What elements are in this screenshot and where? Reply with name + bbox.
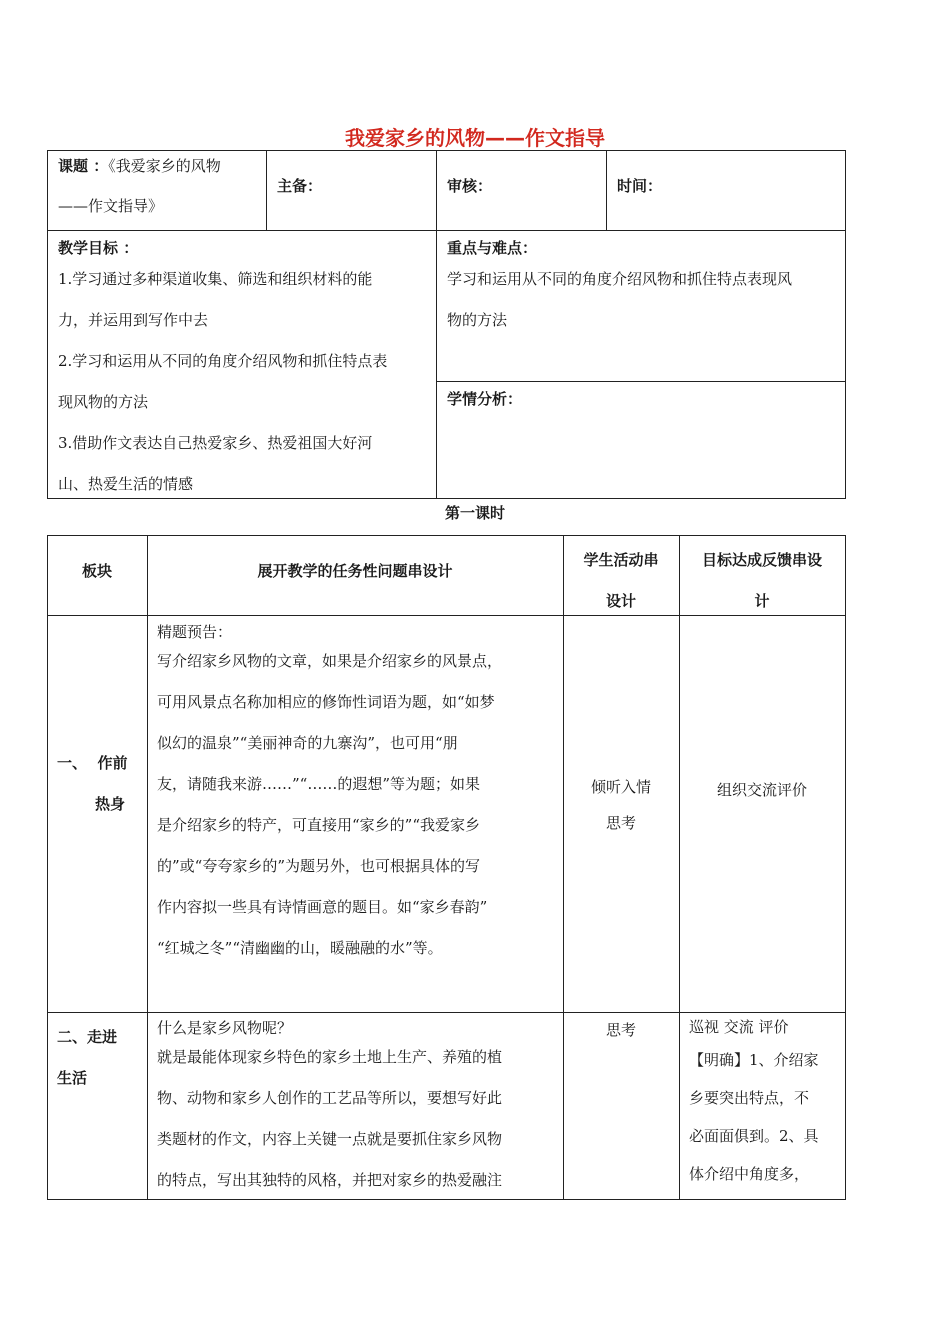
topic-value-line2: ——作文指导》	[58, 197, 164, 215]
key-points-cell	[436, 230, 846, 382]
design-line: 就是最能体现家乡特色的家乡土地上生产、养殖的植	[157, 1048, 503, 1066]
activity-table	[47, 535, 846, 1200]
time-label: 时间：	[617, 177, 663, 195]
design-line: 的”或“夸夸家乡的”为题另外，也可根据具体的写	[157, 857, 481, 875]
design-line: 精题预告：	[157, 623, 233, 641]
header-feedback-line2: 计	[754, 592, 770, 610]
goal-line: 1.学习通过多种渠道收集、筛选和组织材料的能	[58, 270, 373, 288]
design-line: 是介绍家乡的特产，可直接用“家乡的”“我爱家乡	[157, 816, 481, 834]
feedback-line: 体介绍中角度多，	[689, 1165, 810, 1183]
preparer-label: 主备：	[277, 177, 323, 195]
time-cell	[606, 151, 846, 231]
header-student-line1: 学生活动串	[583, 551, 659, 569]
row1-feedback: 组织交流评价	[716, 781, 807, 799]
analysis-cell	[436, 381, 846, 499]
reviewer-label: 审核：	[447, 177, 493, 195]
row1-module	[57, 743, 127, 825]
row1-student-line1: 倾听入情	[590, 778, 651, 796]
design-line: 可用风景点名称加相应的修饰性词语为题，如“如梦	[157, 693, 495, 711]
design-line: 写介绍家乡风物的文章，如果是介绍家乡的风景点，	[157, 652, 503, 670]
header-student-activity	[563, 540, 679, 622]
document-title: 我爱家乡的风物——作文指导	[345, 126, 605, 150]
reviewer-cell	[436, 151, 607, 231]
key-point-line: 学习和运用从不同的角度介绍风物和抓住特点表现风	[447, 270, 793, 288]
feedback-line: 乡要突出特点，不	[689, 1089, 810, 1107]
header-design: 展开教学的任务性问题串设计	[257, 562, 453, 580]
topic-label: 课题 ：	[58, 157, 109, 175]
goal-line: 现风物的方法	[58, 393, 149, 411]
header-feedback	[679, 540, 845, 622]
goals-text	[48, 259, 397, 505]
row2-student-activity: 思考	[605, 1021, 636, 1039]
design-line: 似幻的温泉”“美丽神奇的九寨沟”，也可用“朋	[157, 734, 458, 752]
feedback-line: 巡视 交流 评价	[689, 1018, 789, 1036]
topic-cell	[48, 151, 267, 231]
row2-feedback	[689, 1013, 819, 1193]
header-module: 板块	[81, 562, 112, 580]
goals-label: 教学目标 ：	[58, 239, 139, 257]
key-point-line: 物的方法	[447, 311, 508, 329]
analysis-label: 学情分析：	[447, 390, 523, 408]
preparer-cell	[266, 151, 437, 231]
row1-student-line2: 思考	[605, 814, 636, 832]
design-line: 友，请随我来游……”“……的遐想”等为题；如果	[157, 775, 481, 793]
header-feedback-line1: 目标达成反馈串设	[701, 551, 822, 569]
row2-module	[57, 1017, 117, 1099]
goal-line: 力，并运用到写作中去	[58, 311, 209, 329]
row1-design	[157, 619, 502, 969]
key-points-text	[437, 259, 802, 341]
goal-line: 山、热爱生活的情感	[58, 475, 194, 493]
key-points-label: 重点与难点：	[447, 239, 538, 257]
row2-design	[157, 1015, 502, 1201]
row1-module-line1: 一、 作前	[57, 754, 128, 772]
design-line: 作内容拟一些具有诗情画意的题目。如“家乡春韵”	[157, 898, 488, 916]
lesson-info-table	[47, 150, 846, 499]
design-line: 物、动物和家乡人创作的工艺品等所以，要想写好此	[157, 1089, 503, 1107]
design-line: 什么是家乡风物呢？	[157, 1019, 293, 1037]
design-line: “红城之冬”“清幽幽的山，暖融融的水”等。	[157, 939, 443, 957]
topic-value-line1: 《我爱家乡的风物	[108, 157, 221, 175]
row2-module-line2: 生活	[57, 1069, 88, 1087]
goal-line: 2.学习和运用从不同的角度介绍风物和抓住特点表	[58, 352, 388, 370]
header-student-line2: 设计	[605, 592, 636, 610]
design-line: 类题材的作文，内容上关键一点就是要抓住家乡风物	[157, 1130, 503, 1148]
feedback-line: 【明确】1、介绍家	[689, 1051, 819, 1069]
feedback-line: 必面面俱到。2、具	[689, 1127, 819, 1145]
row1-module-line2: 热身	[95, 795, 126, 813]
design-line: 的特点，写出其独特的风格，并把对家乡的热爱融注	[157, 1171, 503, 1189]
goal-line: 3.借助作文表达自己热爱家乡、热爱祖国大好河	[58, 434, 373, 452]
row2-module-line1: 二、走进	[57, 1028, 118, 1046]
goals-cell	[48, 230, 437, 499]
lesson-heading: 第一课时	[444, 504, 505, 522]
row1-student-activity	[563, 769, 679, 841]
